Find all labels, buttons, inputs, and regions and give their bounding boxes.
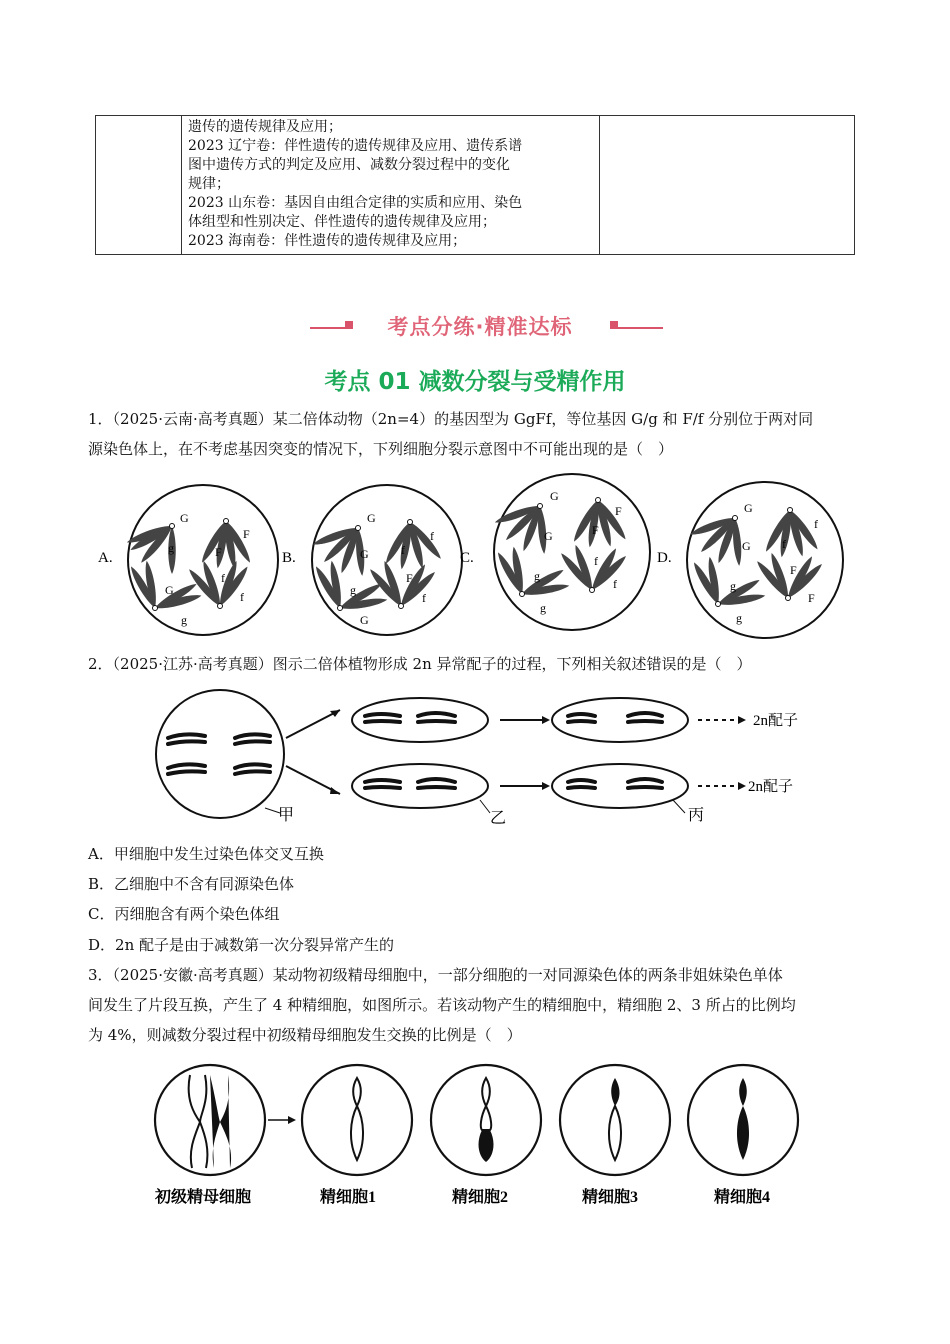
question-1: [88, 404, 868, 464]
svg-text:g: g: [181, 613, 187, 627]
banner-line-left: [310, 327, 345, 329]
svg-text:g: g: [534, 569, 540, 583]
option-label-b: B.: [282, 550, 296, 566]
q2-option-d: D．2n 配子是由于减数第一次分裂异常产生的: [88, 936, 395, 954]
section-banner: [300, 305, 660, 345]
svg-text:F: F: [790, 563, 797, 577]
section-title: 考点 01 减数分裂与受精作用: [324, 369, 626, 395]
svg-text:G: G: [360, 613, 369, 627]
question-3: [88, 960, 868, 1050]
svg-text:G: G: [360, 547, 369, 561]
question-3-line: 间发生了片段互换，产生了 4 种精细胞，如图所示。若该动物产生的精细胞中，精细胞 2、3 所占的比例均: [88, 996, 796, 1014]
banner-square-left: [345, 321, 353, 329]
spermatid-1: [351, 1078, 363, 1160]
banner-text: 考点分练·精准达标: [387, 315, 573, 339]
banner-square-right: [610, 321, 618, 329]
svg-text:g: g: [736, 611, 742, 625]
svg-text:f: f: [430, 529, 434, 543]
option-label-c: C.: [460, 550, 474, 566]
table-line: 2023 辽宁卷：伴性遗传的遗传规律及应用、遗传系谱: [188, 138, 523, 154]
svg-text:G: G: [367, 511, 376, 525]
cell-c-figure: [460, 474, 650, 630]
svg-text:F: F: [808, 591, 815, 605]
svg-text:G: G: [165, 583, 174, 597]
label-primary-spermatocyte: 初级精母细胞: [155, 1189, 252, 1206]
label-spermatid-2: 精细胞2: [452, 1189, 509, 1206]
svg-text:F: F: [615, 504, 622, 518]
svg-text:F: F: [406, 571, 413, 585]
question-3-line: 3．（2025·安徽·高考真题）某动物初级精母细胞中，一部分细胞的一对同源染色体的两条非姐妹染色单体: [88, 966, 783, 984]
cell-label-jia: 甲: [278, 807, 295, 824]
gamete-label-2: 2n配子: [748, 779, 794, 795]
svg-text:G: G: [180, 511, 189, 525]
svg-text:F: F: [592, 523, 599, 537]
question-3-line: 为 4%，则减数分裂过程中初级精母细胞发生交换的比例是（ ）: [88, 1026, 522, 1044]
svg-text:G: G: [744, 501, 753, 515]
spermatid-4: [737, 1078, 749, 1160]
label-spermatid-1: 精细胞1: [320, 1189, 377, 1206]
svg-text:G: G: [550, 489, 559, 503]
table-cell-empty-left: [96, 116, 182, 255]
question-2: 2．（2025·江苏·高考真题）图示二倍体植物形成 2n 异常配子的过程，下列相关叙述错误的是（ ）: [88, 655, 752, 673]
q2-option-b: B．乙细胞中不含有同源染色体: [88, 875, 295, 893]
cell-d-figure: [657, 482, 843, 638]
info-table: [95, 115, 855, 255]
svg-text:F: F: [243, 527, 250, 541]
question-1-line: 源染色体上，在不考虑基因突变的情况下，下列细胞分裂示意图中不可能出现的是（ ）: [88, 440, 674, 458]
svg-text:g: g: [168, 541, 174, 555]
svg-text:f: f: [814, 517, 818, 531]
table-cell-empty-right: [600, 116, 855, 255]
svg-text:f: f: [594, 554, 598, 568]
q2-option-c: C．丙细胞含有两个染色体组: [88, 905, 280, 923]
label-spermatid-4: 精细胞4: [714, 1189, 771, 1206]
table-line: 规律；: [188, 176, 230, 192]
svg-text:f: f: [240, 590, 244, 604]
cell-label-bing: 丙: [688, 807, 705, 824]
svg-text:f: f: [422, 591, 426, 605]
q2-figure: [150, 688, 830, 828]
svg-text:f: f: [221, 571, 225, 585]
cell-label-yi: 乙: [490, 810, 507, 827]
svg-text:g: g: [540, 601, 546, 615]
q1-figure: [90, 470, 870, 645]
q2-option-a: A．甲细胞中发生过染色体交叉互换: [88, 845, 324, 863]
table-line: 体组型和性别决定、伴性遗传的遗传规律及应用；: [188, 214, 496, 230]
svg-text:f: f: [782, 537, 786, 551]
spermatid-3: [609, 1078, 621, 1160]
svg-text:g: g: [730, 579, 736, 593]
svg-text:G: G: [544, 529, 553, 543]
table-line: 2023 山东卷：基因自由组合定律的实质和应用、染色: [188, 195, 523, 211]
svg-text:f: f: [613, 577, 617, 591]
primary-spermatocyte-chromosomes: [189, 1075, 231, 1168]
cell-b-figure: [282, 485, 462, 635]
table-line: 图中遗传方式的判定及应用、减数分裂过程中的变化: [188, 157, 510, 173]
svg-text:g: g: [350, 583, 356, 597]
svg-text:F: F: [215, 545, 222, 559]
q3-figure: [150, 1060, 810, 1210]
label-spermatid-3: 精细胞3: [582, 1189, 639, 1206]
table-line: 遗传的遗传规律及应用；: [188, 119, 342, 135]
cell-a-figure: [98, 485, 278, 635]
gamete-label-1: 2n配子: [753, 713, 799, 729]
svg-text:G: G: [742, 539, 751, 553]
table-line: 2023 海南卷：伴性遗传的遗传规律及应用；: [188, 233, 467, 249]
option-label-d: D.: [657, 550, 672, 566]
banner-line-right: [618, 327, 663, 329]
question-1-line: 1．（2025·云南·高考真题）某二倍体动物（2n=4）的基因型为 GgFf，等位基因 G/g 和 F/f 分别位于两对同: [88, 410, 814, 428]
table-cell-content: [182, 116, 600, 255]
spermatid-2: [479, 1078, 494, 1162]
svg-text:f: f: [401, 543, 405, 557]
option-label-a: A.: [98, 550, 113, 566]
